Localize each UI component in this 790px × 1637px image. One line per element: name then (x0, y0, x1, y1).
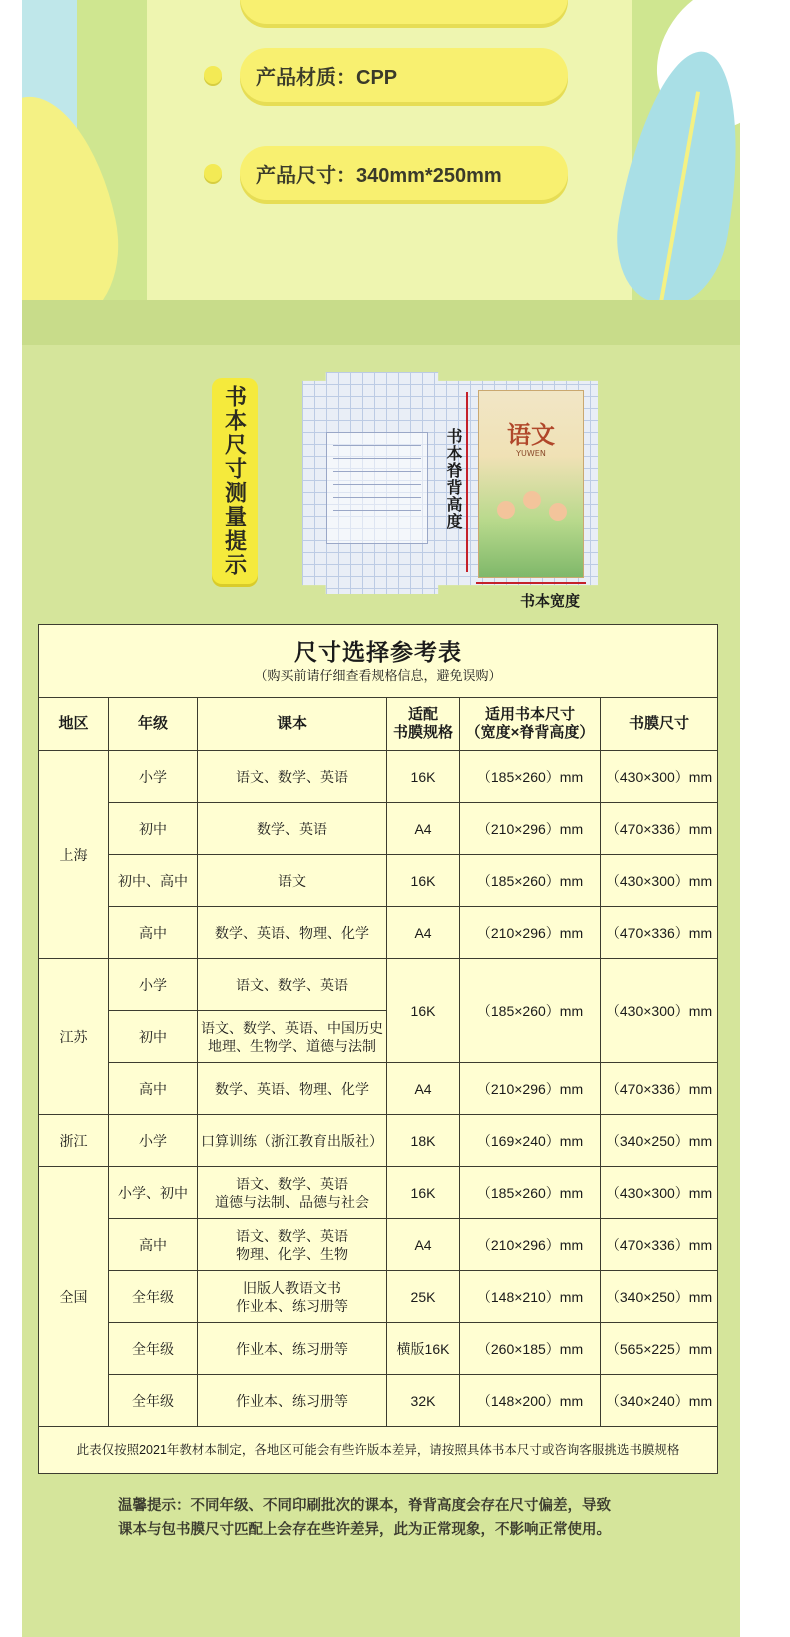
table-subtitle: （购买前请仔细查看规格信息，避免误购） (254, 668, 502, 683)
table-row (39, 1063, 718, 1115)
illustration-child (497, 501, 515, 519)
decor-leaf-yellow (22, 84, 134, 336)
film-size-cell: （470×336）mm (601, 1219, 718, 1271)
spine-height-label: 书本脊背高度 (444, 428, 461, 530)
spec-cell: 32K (387, 1375, 460, 1427)
region-cell: 全国 (39, 1167, 109, 1427)
grade-cell: 全年级 (109, 1323, 198, 1375)
grade-cell: 初中、高中 (109, 855, 198, 907)
table-row (39, 1323, 718, 1375)
course-cell: 作业本、练习册等 (198, 1375, 387, 1427)
spec-cell: 16K (387, 959, 460, 1063)
film-size-cell: （565×225）mm (601, 1323, 718, 1375)
decor-pill-top (240, 0, 568, 24)
spec-cell: 16K (387, 751, 460, 803)
grade-cell: 全年级 (109, 1375, 198, 1427)
course-cell: 语文 (198, 855, 387, 907)
header-spec-line1: 适配 (407, 706, 438, 723)
table-row (39, 751, 718, 803)
spine-height-marker (466, 392, 468, 572)
grid-form-printout (326, 432, 428, 544)
film-size-cell: （340×250）mm (601, 1115, 718, 1167)
grade-cell: 小学 (109, 959, 198, 1011)
table-header-row (39, 698, 718, 751)
book-size-cell: （210×296）mm (460, 907, 601, 959)
spec-cell: A4 (387, 1219, 460, 1271)
material-label: 产品材质：CPP (256, 66, 398, 89)
grade-cell: 小学、初中 (109, 1167, 198, 1219)
grade-cell: 全年级 (109, 1271, 198, 1323)
header-book-size (460, 698, 601, 751)
size-label: 产品尺寸：340mm*250mm (256, 164, 502, 187)
course-line: 作业本、练习册等 (236, 1297, 348, 1314)
book-cover-diagram (302, 372, 598, 594)
grade-cell: 小学 (109, 1115, 198, 1167)
product-detail-page (22, 0, 740, 1637)
illustration-child (523, 491, 541, 509)
course-line: 地理、生物学、道德与法制 (208, 1037, 376, 1054)
header-spec (387, 698, 460, 751)
grade-cell: 高中 (109, 907, 198, 959)
table-row (39, 803, 718, 855)
book-width-label: 书本宽度 (519, 593, 580, 610)
warm-hint (118, 1494, 678, 1542)
header-book-size-line2: （宽度×脊背高度） (465, 724, 595, 741)
book-size-cell: （185×260）mm (460, 959, 601, 1063)
film-size-cell: （430×300）mm (601, 1167, 718, 1219)
course-cell: 数学、英语、物理、化学 (198, 1063, 387, 1115)
film-size-cell: （470×336）mm (601, 907, 718, 959)
hint-line: 温馨提示：不同年级、不同印刷批次的课本，脊背高度会存在尺寸偏差，导致 (118, 1498, 611, 1514)
grade-cell: 初中 (109, 1011, 198, 1063)
measure-title: 书本尺寸测量提示 (212, 378, 258, 584)
film-size-cell: （340×250）mm (601, 1271, 718, 1323)
course-line: 语文、数学、英语、中国历史 (201, 1019, 383, 1036)
size-reference-table (38, 624, 717, 1474)
film-size-cell: （430×300）mm (601, 751, 718, 803)
course-cell: 语文、数学、英语 (198, 959, 387, 1011)
book-size-cell: （185×260）mm (460, 751, 601, 803)
spec-cell: 16K (387, 1167, 460, 1219)
book-title: 语文 (507, 420, 555, 449)
table-title-cell (39, 625, 718, 698)
course-cell: 数学、英语 (198, 803, 387, 855)
table-row (39, 1115, 718, 1167)
table-row (39, 855, 718, 907)
table-row (39, 1271, 718, 1323)
hero-banner (22, 0, 740, 345)
course-cell (198, 1011, 387, 1063)
table-row (39, 1219, 718, 1271)
course-cell: 口算训练（浙江教育出版社） (198, 1115, 387, 1167)
header-region: 地区 (39, 698, 109, 751)
film-size-cell: （430×300）mm (601, 855, 718, 907)
book-size-cell: （148×210）mm (460, 1271, 601, 1323)
region-cell: 浙江 (39, 1115, 109, 1167)
header-spec-line2: 书膜规格 (392, 724, 453, 741)
header-film-size: 书膜尺寸 (601, 698, 718, 751)
book-size-cell: （210×296）mm (460, 1063, 601, 1115)
book-size-cell: （260×185）mm (460, 1323, 601, 1375)
table-row (39, 907, 718, 959)
course-line: 道德与法制、品德与社会 (215, 1193, 369, 1210)
course-line: 语文、数学、英语 (236, 1175, 348, 1192)
hint-line: 课本与包书膜尺寸匹配上会存在些许差异，此为正常现象，不影响正常使用。 (118, 1522, 611, 1538)
textbook-image (478, 390, 584, 578)
illustration-child (549, 503, 567, 521)
film-size-cell: （470×336）mm (601, 803, 718, 855)
spec-cell: 18K (387, 1115, 460, 1167)
decor-floor (22, 300, 740, 345)
table-row (39, 959, 718, 1011)
film-size-cell: （470×336）mm (601, 1063, 718, 1115)
table-row (39, 1167, 718, 1219)
course-line: 语文、数学、英语 (236, 1227, 348, 1244)
spec-cell: 16K (387, 855, 460, 907)
book-size-cell: （185×260）mm (460, 855, 601, 907)
course-cell (198, 1167, 387, 1219)
bullet-dot (204, 66, 222, 84)
table-title: 尺寸选择参考表 (294, 639, 462, 665)
course-cell: 数学、英语、物理、化学 (198, 907, 387, 959)
header-grade: 年级 (109, 698, 198, 751)
spec-cell: A4 (387, 907, 460, 959)
grade-cell: 初中 (109, 803, 198, 855)
table-footnote: 此表仅按照2021年教材本制定，各地区可能会有些许版本差异，请按照具体书本尺寸或咨询客服挑选书膜规格 (39, 1427, 718, 1474)
header-course: 课本 (198, 698, 387, 751)
course-cell (198, 1271, 387, 1323)
table-footer-row (39, 1427, 718, 1474)
header-book-size-line1: 适用书本尺寸 (484, 706, 575, 723)
region-cell: 江苏 (39, 959, 109, 1115)
course-cell: 语文、数学、英语 (198, 751, 387, 803)
course-cell (198, 1219, 387, 1271)
grade-cell: 高中 (109, 1219, 198, 1271)
spec-cell: 25K (387, 1271, 460, 1323)
course-cell: 作业本、练习册等 (198, 1323, 387, 1375)
film-size-cell: （430×300）mm (601, 959, 718, 1063)
size-pill (240, 146, 568, 200)
grade-cell: 高中 (109, 1063, 198, 1115)
spec-cell: 横版16K (387, 1323, 460, 1375)
book-width-marker (476, 582, 586, 584)
book-size-cell: （210×296）mm (460, 803, 601, 855)
spec-cell: A4 (387, 803, 460, 855)
book-size-cell: （148×200）mm (460, 1375, 601, 1427)
film-size-cell: （340×240）mm (601, 1375, 718, 1427)
book-size-cell: （210×296）mm (460, 1219, 601, 1271)
grade-cell: 小学 (109, 751, 198, 803)
region-cell: 上海 (39, 751, 109, 959)
book-subtitle: YUWEN (516, 449, 546, 458)
book-size-cell: （169×240）mm (460, 1115, 601, 1167)
bullet-dot (204, 164, 222, 182)
book-size-cell: （185×260）mm (460, 1167, 601, 1219)
material-pill (240, 48, 568, 102)
course-line: 旧版人教语文书 (243, 1279, 341, 1296)
spec-cell: A4 (387, 1063, 460, 1115)
table-row (39, 1375, 718, 1427)
course-line: 物理、化学、生物 (236, 1245, 348, 1262)
